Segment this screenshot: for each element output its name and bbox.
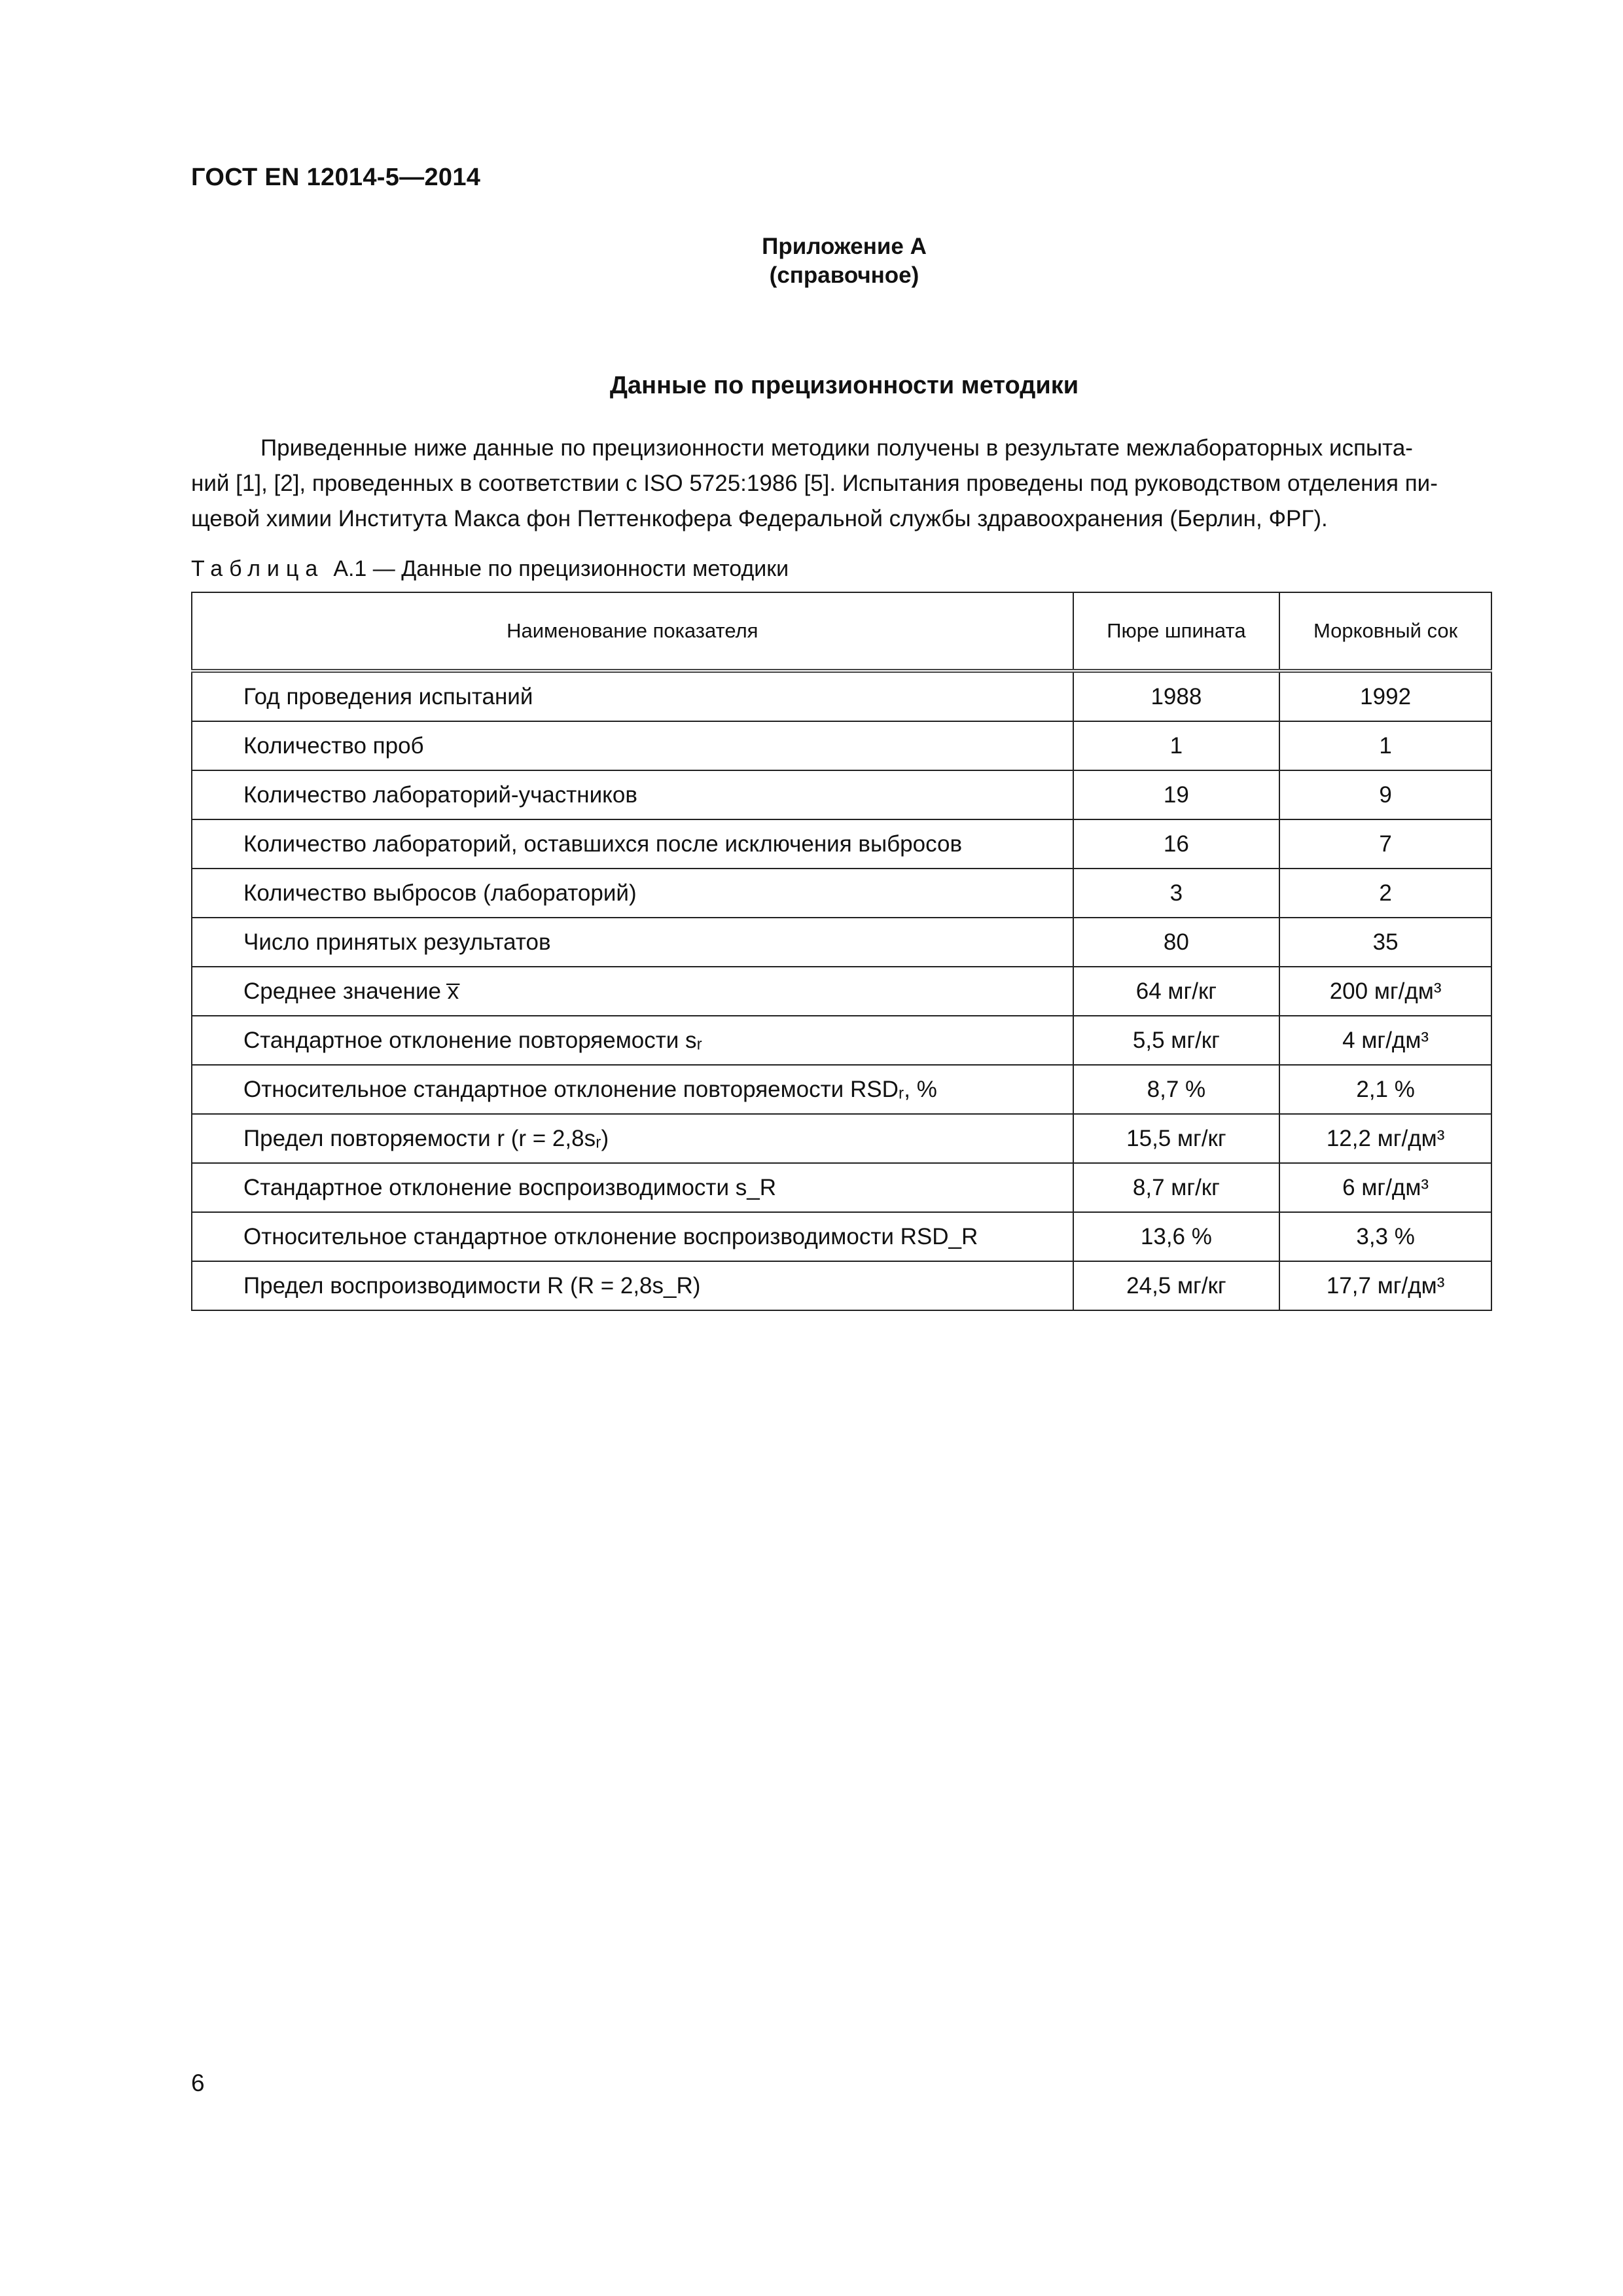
precision-table: [191, 592, 1492, 1311]
value-carrot: 12,2 мг/дм³: [1279, 1114, 1491, 1163]
value-carrot: 2,1 %: [1279, 1065, 1491, 1114]
value-carrot: 1992: [1279, 671, 1491, 721]
row-label: Количество лабораторий-участников: [192, 770, 1073, 819]
intro-line: ний [1], [2], проведенных в соответствии с ISO 5725:1986 [5]. Испытания проведены под руководством отделения пи-: [191, 471, 1438, 496]
header-indicator: Наименование показателя: [192, 592, 1073, 671]
intro-line: Приведенные ниже данные по прецизионности методики получены в результате межлабораторных испыта-: [260, 435, 1413, 461]
table-row: [192, 1261, 1491, 1310]
row-label: Стандартное отклонение повторяемости sᵣ: [192, 1016, 1073, 1065]
row-label: Относительное стандартное отклонение повторяемости RSDᵣ, %: [192, 1065, 1073, 1114]
value-spinach: 24,5 мг/кг: [1073, 1261, 1280, 1310]
table-row: [192, 819, 1491, 869]
table-row: [192, 1016, 1491, 1065]
annex-title: Приложение А: [762, 234, 927, 259]
intro-paragraph: [191, 431, 1500, 537]
value-spinach: 64 мг/кг: [1073, 967, 1280, 1016]
table-row: [192, 1065, 1491, 1114]
value-spinach: 3: [1073, 869, 1280, 918]
row-label: Предел воспроизводимости R (R = 2,8s_R): [192, 1261, 1073, 1310]
row-label: Количество лабораторий, оставшихся после исключения выбросов: [192, 819, 1073, 869]
value-spinach: 1: [1073, 721, 1280, 770]
table-row: [192, 721, 1491, 770]
table-row: [192, 1212, 1491, 1261]
value-carrot: 17,7 мг/дм³: [1279, 1261, 1491, 1310]
section-title: Данные по прецизионности методики: [609, 372, 1079, 399]
value-carrot: 6 мг/дм³: [1279, 1163, 1491, 1212]
value-spinach: 8,7 мг/кг: [1073, 1163, 1280, 1212]
table-row: [192, 671, 1491, 721]
value-carrot: 200 мг/дм³: [1279, 967, 1491, 1016]
value-spinach: 5,5 мг/кг: [1073, 1016, 1280, 1065]
value-spinach: 19: [1073, 770, 1280, 819]
table-header-row: [192, 592, 1491, 671]
table-row: [192, 918, 1491, 967]
document-header: ГОСТ EN 12014-5—2014: [191, 164, 481, 191]
row-label: Стандартное отклонение воспроизводимости s_R: [192, 1163, 1073, 1212]
value-spinach: 1988: [1073, 671, 1280, 721]
row-label: Количество проб: [192, 721, 1073, 770]
row-label: Среднее значение x̅: [192, 967, 1073, 1016]
value-spinach: 13,6 %: [1073, 1212, 1280, 1261]
page-number: 6: [191, 2070, 205, 2096]
value-carrot: 2: [1279, 869, 1491, 918]
row-label: Число принятых результатов: [192, 918, 1073, 967]
table-row: [192, 770, 1491, 819]
row-label: Год проведения испытаний: [192, 671, 1073, 721]
annex-status: (справочное): [769, 262, 919, 288]
value-spinach: 8,7 %: [1073, 1065, 1280, 1114]
table-caption: [191, 556, 789, 582]
value-spinach: 15,5 мг/кг: [1073, 1114, 1280, 1163]
value-carrot: 4 мг/дм³: [1279, 1016, 1491, 1065]
table-row: [192, 1114, 1491, 1163]
table-caption-word: Таблица: [191, 556, 325, 581]
table-row: [192, 869, 1491, 918]
header-spinach-puree: Пюре шпината: [1073, 592, 1280, 671]
row-label: Относительное стандартное отклонение воспроизводимости RSD_R: [192, 1212, 1073, 1261]
value-spinach: 80: [1073, 918, 1280, 967]
table-row: [192, 967, 1491, 1016]
value-carrot: 7: [1279, 819, 1491, 869]
table-caption-text: А.1 — Данные по прецизионности методики: [333, 556, 789, 581]
value-carrot: 1: [1279, 721, 1491, 770]
value-carrot: 35: [1279, 918, 1491, 967]
header-carrot-juice: Морковный сок: [1279, 592, 1491, 671]
value-carrot: 3,3 %: [1279, 1212, 1491, 1261]
annex-heading: [0, 232, 1623, 290]
table-row: [192, 1163, 1491, 1212]
row-label: Предел повторяемости r (r = 2,8sᵣ): [192, 1114, 1073, 1163]
value-carrot: 9: [1279, 770, 1491, 819]
value-spinach: 16: [1073, 819, 1280, 869]
row-label: Количество выбросов (лабораторий): [192, 869, 1073, 918]
intro-line: щевой химии Института Макса фон Петтенкофера Федеральной службы здравоохранения (Берлин, ФРГ).: [191, 506, 1328, 531]
